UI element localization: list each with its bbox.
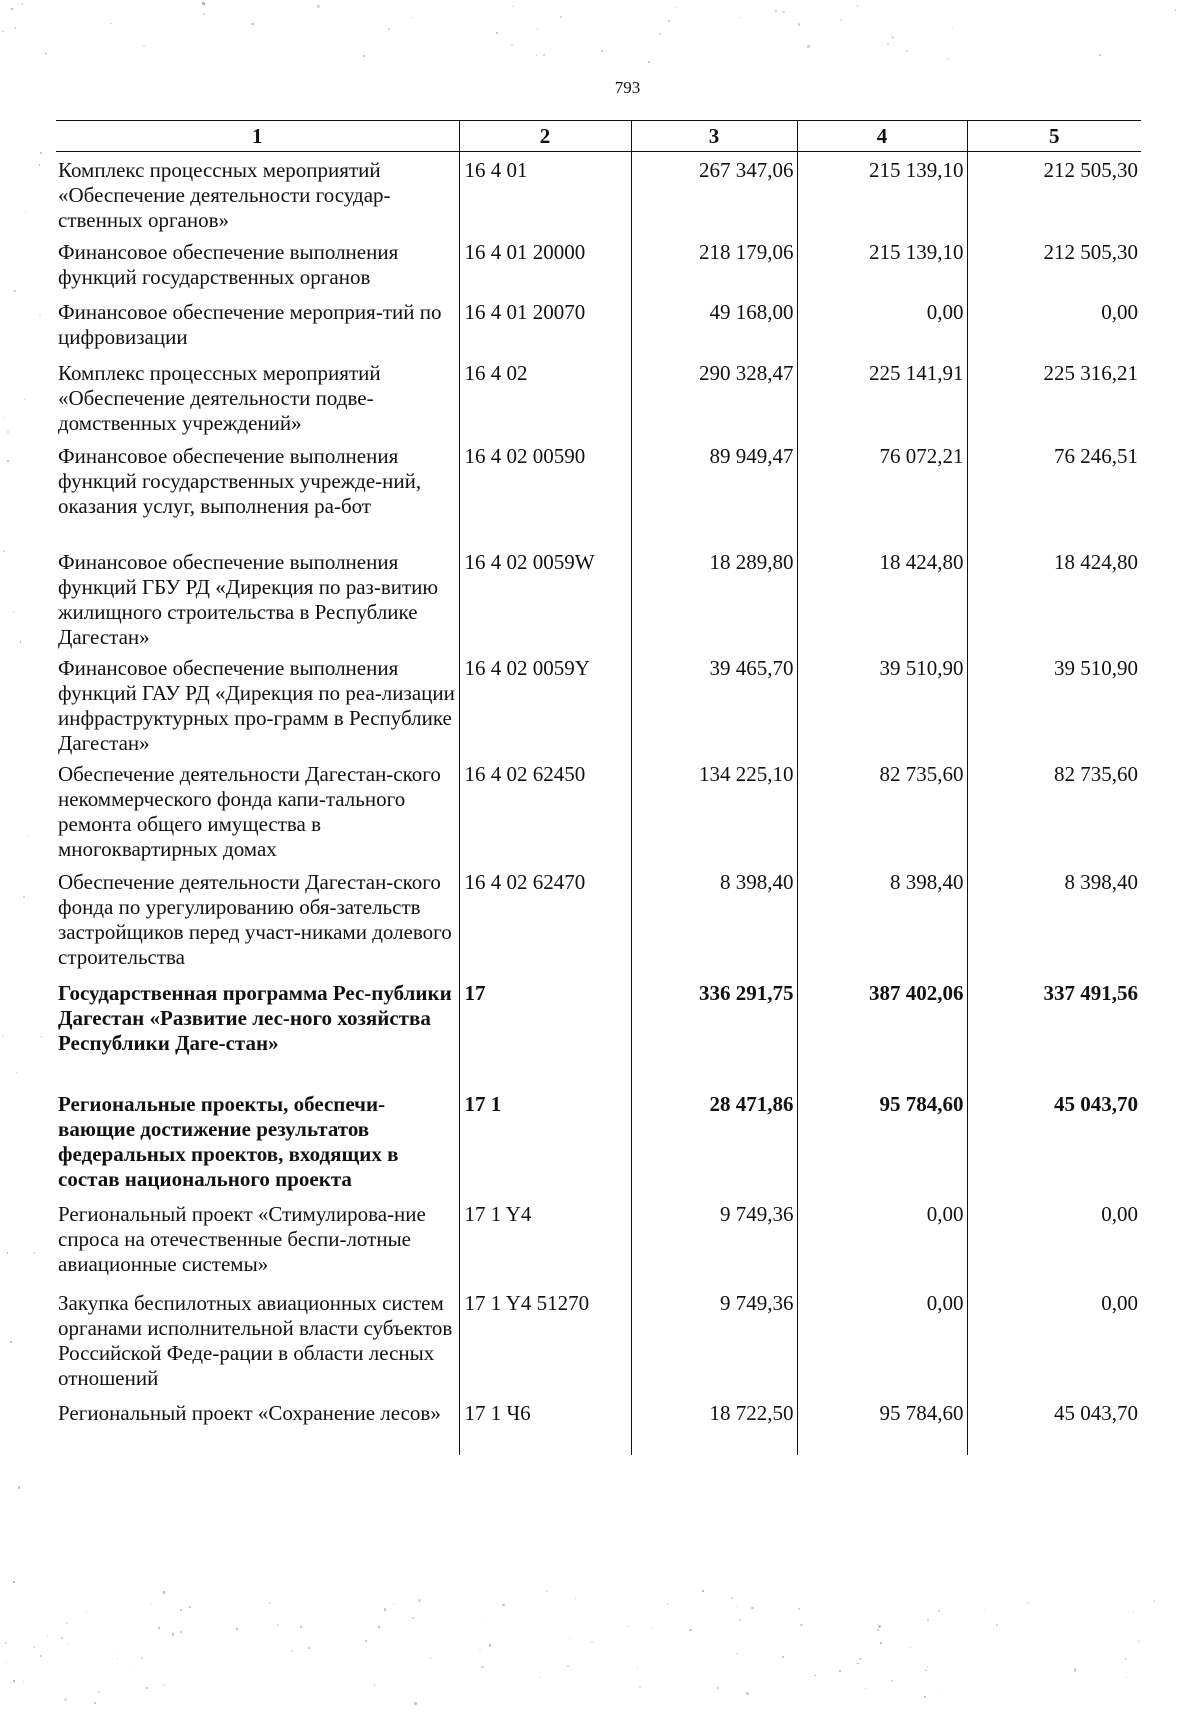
scan-speck bbox=[859, 1658, 862, 1661]
scan-speck bbox=[910, 1647, 911, 1648]
scan-speck bbox=[20, 641, 22, 643]
row-name-cell: Региональный проект «Сохранение лесов» bbox=[58, 1400, 441, 1425]
scan-speck bbox=[418, 1599, 420, 1601]
row-value-col3: 18 722,50 bbox=[631, 1395, 797, 1455]
row-name-cell: Региональные проекты, обеспечи-вающие достижение результатов федеральных проектов, входящих в состав национального проекта bbox=[58, 1091, 399, 1191]
scan-speck bbox=[737, 1604, 738, 1605]
row-name-cell: Закупка беспилотных авиационных систем органами исполнительной власти субъектов Российской Феде-рации в области лесных отношений bbox=[58, 1290, 453, 1390]
scan-speck bbox=[952, 27, 953, 28]
scan-speck bbox=[7, 431, 9, 433]
scan-speck bbox=[18, 1486, 20, 1488]
row-value-col4: 39 510,90 bbox=[797, 650, 967, 756]
scan-speck bbox=[163, 1591, 165, 1593]
scan-speck bbox=[308, 1647, 310, 1649]
scan-speck bbox=[502, 1604, 504, 1606]
row-value-col5: 8 398,40 bbox=[967, 864, 1141, 975]
row-value-col4: 76 072,21 bbox=[797, 438, 967, 544]
row-value-col3: 134 225,10 bbox=[631, 756, 797, 864]
row-value-col4: 8 398,40 bbox=[797, 864, 967, 975]
scan-speck bbox=[28, 835, 29, 836]
scan-speck bbox=[938, 1610, 940, 1612]
scan-speck bbox=[925, 1670, 926, 1671]
scan-speck bbox=[648, 61, 650, 63]
scan-speck bbox=[33, 1252, 35, 1254]
scan-speck bbox=[141, 1657, 143, 1659]
table-body bbox=[56, 152, 1141, 1455]
row-value-col4: 215 139,10 bbox=[797, 234, 967, 294]
scan-speck bbox=[47, 1635, 48, 1636]
row-value-col3: 39 465,70 bbox=[631, 650, 797, 756]
row-name-cell: Комплекс процессных мероприятий «Обеспечение деятельности подве-домственных учреждений» bbox=[58, 360, 381, 435]
scan-speck bbox=[751, 1607, 753, 1609]
scan-speck bbox=[575, 1598, 576, 1599]
scan-speck bbox=[172, 1633, 174, 1635]
row-value-col5: 212 505,30 bbox=[967, 234, 1141, 294]
row-code-cell: 16 4 01 bbox=[459, 152, 631, 234]
scan-speck bbox=[702, 1590, 703, 1591]
scan-speck bbox=[1175, 9, 1177, 11]
scan-speck bbox=[567, 1665, 569, 1667]
scan-speck bbox=[807, 45, 809, 47]
row-code-cell: 17 1 Ч6 bbox=[459, 1395, 631, 1455]
column-header-4: 4 bbox=[797, 121, 967, 152]
scan-speck bbox=[363, 55, 365, 57]
scan-speck bbox=[1099, 54, 1101, 56]
scan-speck bbox=[891, 1680, 893, 1682]
scan-speck bbox=[676, 7, 677, 8]
scan-speck bbox=[1074, 1669, 1076, 1671]
scan-speck bbox=[23, 1681, 24, 1682]
scan-speck bbox=[1126, 1677, 1127, 1678]
header-row bbox=[56, 121, 1141, 152]
scan-speck bbox=[384, 1608, 386, 1610]
scan-speck bbox=[180, 1631, 181, 1632]
scan-speck bbox=[129, 1669, 130, 1670]
scan-speck bbox=[5, 1642, 7, 1644]
scan-speck bbox=[146, 1687, 148, 1689]
scan-speck bbox=[45, 52, 48, 55]
budget-table bbox=[56, 120, 1141, 1455]
row-value-col5: 18 424,80 bbox=[967, 544, 1141, 650]
scan-speck bbox=[496, 32, 498, 34]
scan-speck bbox=[180, 1609, 181, 1610]
row-code-cell: 16 4 02 0059W bbox=[459, 544, 631, 650]
row-name-cell: Государственная программа Рес-публики Дагестан «Развитие лес-ного хозяйства Республики Даге-стан» bbox=[58, 980, 452, 1055]
scan-speck bbox=[1138, 1641, 1139, 1642]
scan-speck bbox=[798, 1608, 800, 1610]
scan-speck bbox=[483, 1616, 485, 1618]
scan-speck bbox=[839, 1670, 841, 1672]
scan-speck bbox=[637, 1668, 638, 1669]
scan-speck bbox=[511, 44, 513, 46]
row-value-col5: 39 510,90 bbox=[967, 650, 1141, 756]
scan-speck bbox=[481, 1666, 483, 1668]
scan-speck bbox=[947, 58, 948, 59]
scan-speck bbox=[2, 31, 3, 32]
scan-speck bbox=[158, 1627, 160, 1629]
scan-speck bbox=[798, 23, 800, 25]
column-header-3: 3 bbox=[631, 121, 797, 152]
scan-speck bbox=[40, 1036, 42, 1038]
row-code-cell: 16 4 01 20070 bbox=[459, 294, 631, 355]
scan-speck bbox=[3, 550, 5, 552]
scan-speck bbox=[540, 1677, 541, 1678]
row-name-cell: Финансовое обеспечение выполнения функций ГАУ РД «Дирекция по реа-лизации инфраструктурных про-грамм в Республике Дагестан» bbox=[58, 655, 455, 755]
scan-speck bbox=[202, 2, 204, 4]
row-name-cell: Финансовое обеспечение выполнения функций государственных органов bbox=[58, 239, 399, 289]
row-value-col4: 0,00 bbox=[797, 1196, 967, 1285]
scan-speck bbox=[659, 33, 661, 35]
scan-speck bbox=[189, 1606, 190, 1607]
scan-speck bbox=[11, 8, 13, 10]
table-header bbox=[56, 121, 1141, 152]
row-value-col3: 336 291,75 bbox=[631, 975, 797, 1086]
scan-speck bbox=[411, 17, 412, 18]
scan-speck bbox=[891, 36, 893, 38]
row-code-cell: 16 4 01 20000 bbox=[459, 234, 631, 294]
scan-speck bbox=[13, 1581, 15, 1583]
scan-speck bbox=[86, 1611, 87, 1612]
table-row bbox=[56, 650, 1141, 756]
scan-speck bbox=[251, 23, 253, 25]
scan-speck bbox=[33, 1646, 35, 1648]
scan-speck bbox=[717, 1687, 720, 1690]
row-value-col3: 28 471,86 bbox=[631, 1086, 797, 1196]
scan-speck bbox=[1133, 1612, 1135, 1614]
scan-speck bbox=[601, 50, 603, 52]
row-value-col4: 82 735,60 bbox=[797, 756, 967, 864]
scan-speck bbox=[151, 1604, 152, 1605]
scan-speck bbox=[591, 1641, 593, 1643]
scan-speck bbox=[739, 1619, 741, 1621]
column-header-1: 1 bbox=[56, 121, 459, 152]
table-row bbox=[56, 438, 1141, 544]
scan-speck bbox=[689, 1629, 691, 1631]
scan-speck bbox=[236, 1628, 238, 1630]
scan-speck bbox=[840, 19, 842, 21]
scan-speck bbox=[163, 1684, 165, 1686]
scan-speck bbox=[40, 152, 42, 154]
scan-speck bbox=[639, 1686, 641, 1688]
scan-speck bbox=[782, 11, 784, 13]
scan-speck bbox=[412, 1617, 414, 1619]
row-value-col3: 9 749,36 bbox=[631, 1196, 797, 1285]
row-value-col3: 218 179,06 bbox=[631, 234, 797, 294]
table-row bbox=[56, 1395, 1141, 1455]
scan-speck bbox=[98, 1691, 100, 1693]
page-number: 793 bbox=[614, 78, 641, 97]
scan-speck bbox=[740, 17, 741, 18]
scan-speck bbox=[746, 1692, 749, 1695]
row-value-col5: 45 043,70 bbox=[967, 1086, 1141, 1196]
scan-speck bbox=[374, 1684, 376, 1686]
row-code-cell: 16 4 02 0059Y bbox=[459, 650, 631, 756]
scan-speck bbox=[67, 1643, 68, 1644]
row-value-col4: 225 141,91 bbox=[797, 355, 967, 438]
scan-speck bbox=[414, 1702, 416, 1704]
row-value-col4: 95 784,60 bbox=[797, 1395, 967, 1455]
scan-speck bbox=[887, 43, 889, 45]
scan-speck bbox=[300, 1626, 302, 1628]
row-name-cell: Комплекс процессных мероприятий «Обеспечение деятельности государ-ственных органов» bbox=[58, 158, 391, 232]
scan-speck bbox=[775, 10, 776, 11]
scan-speck bbox=[3, 1035, 4, 1036]
table-row bbox=[56, 355, 1141, 438]
row-value-col5: 76 246,51 bbox=[967, 438, 1141, 544]
scan-speck bbox=[489, 1644, 492, 1647]
scan-speck bbox=[64, 1698, 67, 1701]
row-value-col4: 0,00 bbox=[797, 1285, 967, 1395]
scan-speck bbox=[546, 1590, 548, 1592]
scan-speck bbox=[6, 1662, 7, 1663]
scan-speck bbox=[3, 417, 4, 418]
scan-speck bbox=[16, 1072, 17, 1073]
row-code-cell: 16 4 02 62450 bbox=[459, 756, 631, 864]
scan-speck bbox=[877, 1629, 879, 1631]
column-header-5: 5 bbox=[967, 121, 1141, 152]
row-code-cell: 17 1 Y4 51270 bbox=[459, 1285, 631, 1395]
scan-speck bbox=[560, 16, 562, 18]
row-value-col5: 0,00 bbox=[967, 1285, 1141, 1395]
scan-speck bbox=[927, 1666, 928, 1667]
scan-speck bbox=[878, 1625, 880, 1627]
row-value-col4: 0,00 bbox=[797, 294, 967, 355]
row-value-col3: 290 328,47 bbox=[631, 355, 797, 438]
scan-speck bbox=[628, 1626, 629, 1627]
scan-speck bbox=[479, 1649, 481, 1651]
table-row bbox=[56, 544, 1141, 650]
scan-speck bbox=[880, 1642, 882, 1644]
scan-speck bbox=[1153, 1600, 1155, 1602]
row-value-col5: 82 735,60 bbox=[967, 756, 1141, 864]
scan-speck bbox=[94, 1702, 96, 1704]
scan-speck bbox=[14, 27, 16, 29]
row-value-col5: 225 316,21 bbox=[967, 355, 1141, 438]
scan-speck bbox=[430, 1657, 432, 1659]
scan-speck bbox=[667, 1603, 668, 1604]
scan-speck bbox=[537, 28, 538, 29]
scan-speck bbox=[25, 211, 27, 213]
table-row bbox=[56, 1285, 1141, 1395]
scan-speck bbox=[857, 1663, 859, 1665]
scan-speck bbox=[941, 1693, 942, 1694]
row-value-col5: 0,00 bbox=[967, 1196, 1141, 1285]
row-code-cell: 17 1 Y4 bbox=[459, 1196, 631, 1285]
scan-speck bbox=[61, 1637, 63, 1639]
row-value-col3: 9 749,36 bbox=[631, 1285, 797, 1395]
scan-speck bbox=[543, 54, 545, 56]
row-code-cell: 16 4 02 00590 bbox=[459, 438, 631, 544]
row-name-cell: Финансовое обеспечение выполнения функций ГБУ РД «Дирекция по раз-витию жилищного строительства в Республике Дагестан» bbox=[58, 549, 439, 649]
row-value-col4: 387 402,06 bbox=[797, 975, 967, 1086]
scan-speck bbox=[668, 20, 670, 22]
scan-speck bbox=[1125, 1658, 1126, 1659]
scan-speck bbox=[985, 1611, 987, 1613]
row-code-cell: 16 4 02 bbox=[459, 355, 631, 438]
scan-speck bbox=[1027, 1602, 1029, 1604]
table-row bbox=[56, 1196, 1141, 1285]
row-value-col4: 95 784,60 bbox=[797, 1086, 967, 1196]
row-code-cell: 17 1 bbox=[459, 1086, 631, 1196]
table-row bbox=[56, 234, 1141, 294]
scan-speck bbox=[13, 1680, 15, 1682]
scan-speck bbox=[110, 23, 111, 24]
scan-speck bbox=[39, 314, 41, 316]
table-row bbox=[56, 756, 1141, 864]
row-value-col4: 18 424,80 bbox=[797, 544, 967, 650]
scan-speck bbox=[13, 611, 14, 612]
scan-speck bbox=[10, 1341, 12, 1343]
row-value-col3: 18 289,80 bbox=[631, 544, 797, 650]
scan-speck bbox=[22, 3, 23, 4]
table-row bbox=[56, 975, 1141, 1086]
scan-speck bbox=[24, 399, 25, 400]
table-row bbox=[56, 152, 1141, 234]
scan-speck bbox=[512, 6, 513, 7]
scan-speck bbox=[736, 1606, 737, 1607]
row-name-cell: Финансовое обеспечение мероприя-тий по цифровизации bbox=[58, 299, 442, 349]
table-row bbox=[56, 864, 1141, 975]
scan-speck bbox=[782, 1656, 784, 1658]
row-code-cell: 17 bbox=[459, 975, 631, 1086]
scan-speck bbox=[857, 5, 859, 7]
scan-speck bbox=[269, 1602, 271, 1604]
scan-speck bbox=[365, 1640, 367, 1642]
scan-speck bbox=[143, 45, 145, 47]
scan-speck bbox=[39, 164, 40, 165]
scan-speck bbox=[117, 1658, 119, 1660]
scan-speck bbox=[569, 1638, 570, 1639]
row-value-col5: 212 505,30 bbox=[967, 152, 1141, 234]
scan-speck bbox=[651, 1628, 652, 1629]
scan-speck bbox=[393, 1603, 395, 1605]
row-value-col5: 337 491,56 bbox=[967, 975, 1141, 1086]
row-value-col4: 215 139,10 bbox=[797, 152, 967, 234]
row-name-cell: Обеспечение деятельности Дагестан-ского некоммерческого фонда капи-тального ремонта общего имущества в многоквартирных домах bbox=[58, 761, 441, 861]
scan-speck bbox=[736, 1653, 738, 1655]
scan-speck bbox=[378, 1626, 380, 1628]
row-value-col3: 8 398,40 bbox=[631, 864, 797, 975]
scan-speck bbox=[7, 460, 9, 462]
table-row bbox=[56, 294, 1141, 355]
row-name-cell: Финансовое обеспечение выполнения функций государственных учрежде-ний, оказания услуг, выполнения ра-бот bbox=[58, 443, 422, 518]
row-value-col3: 89 949,47 bbox=[631, 438, 797, 544]
scan-speck bbox=[40, 1655, 42, 1657]
row-value-col3: 267 347,06 bbox=[631, 152, 797, 234]
scan-speck bbox=[66, 1622, 68, 1624]
scan-speck bbox=[906, 50, 908, 52]
scan-speck bbox=[996, 1624, 998, 1626]
scan-speck bbox=[277, 1624, 279, 1626]
scan-speck bbox=[203, 13, 205, 15]
scan-speck bbox=[388, 28, 390, 30]
scan-speck bbox=[13, 290, 16, 293]
row-code-cell: 16 4 02 62470 bbox=[459, 864, 631, 975]
column-header-2: 2 bbox=[459, 121, 631, 152]
row-value-col5: 0,00 bbox=[967, 294, 1141, 355]
scan-speck bbox=[924, 1696, 926, 1698]
scan-speck bbox=[291, 1650, 293, 1652]
scan-speck bbox=[112, 1650, 113, 1651]
scan-speck bbox=[7, 1252, 9, 1254]
scan-speck bbox=[731, 1597, 733, 1599]
table-row bbox=[56, 1086, 1141, 1196]
row-name-cell: Обеспечение деятельности Дагестан-ского фонда по урегулированию обя-зательств застройщиков перед участ-никами долевого строительства bbox=[58, 869, 452, 969]
scan-speck bbox=[536, 54, 538, 56]
row-value-col3: 49 168,00 bbox=[631, 294, 797, 355]
row-name-cell: Региональный проект «Стимулирова-ние спроса на отечественные беспи-лотные авиационные системы» bbox=[58, 1201, 426, 1276]
row-value-col5: 45 043,70 bbox=[967, 1395, 1141, 1455]
scan-speck bbox=[23, 896, 25, 898]
scan-speck bbox=[800, 1624, 802, 1626]
scan-speck bbox=[814, 1675, 815, 1676]
scan-speck bbox=[927, 1619, 929, 1621]
scan-speck bbox=[865, 1688, 866, 1689]
scan-speck bbox=[317, 5, 319, 7]
